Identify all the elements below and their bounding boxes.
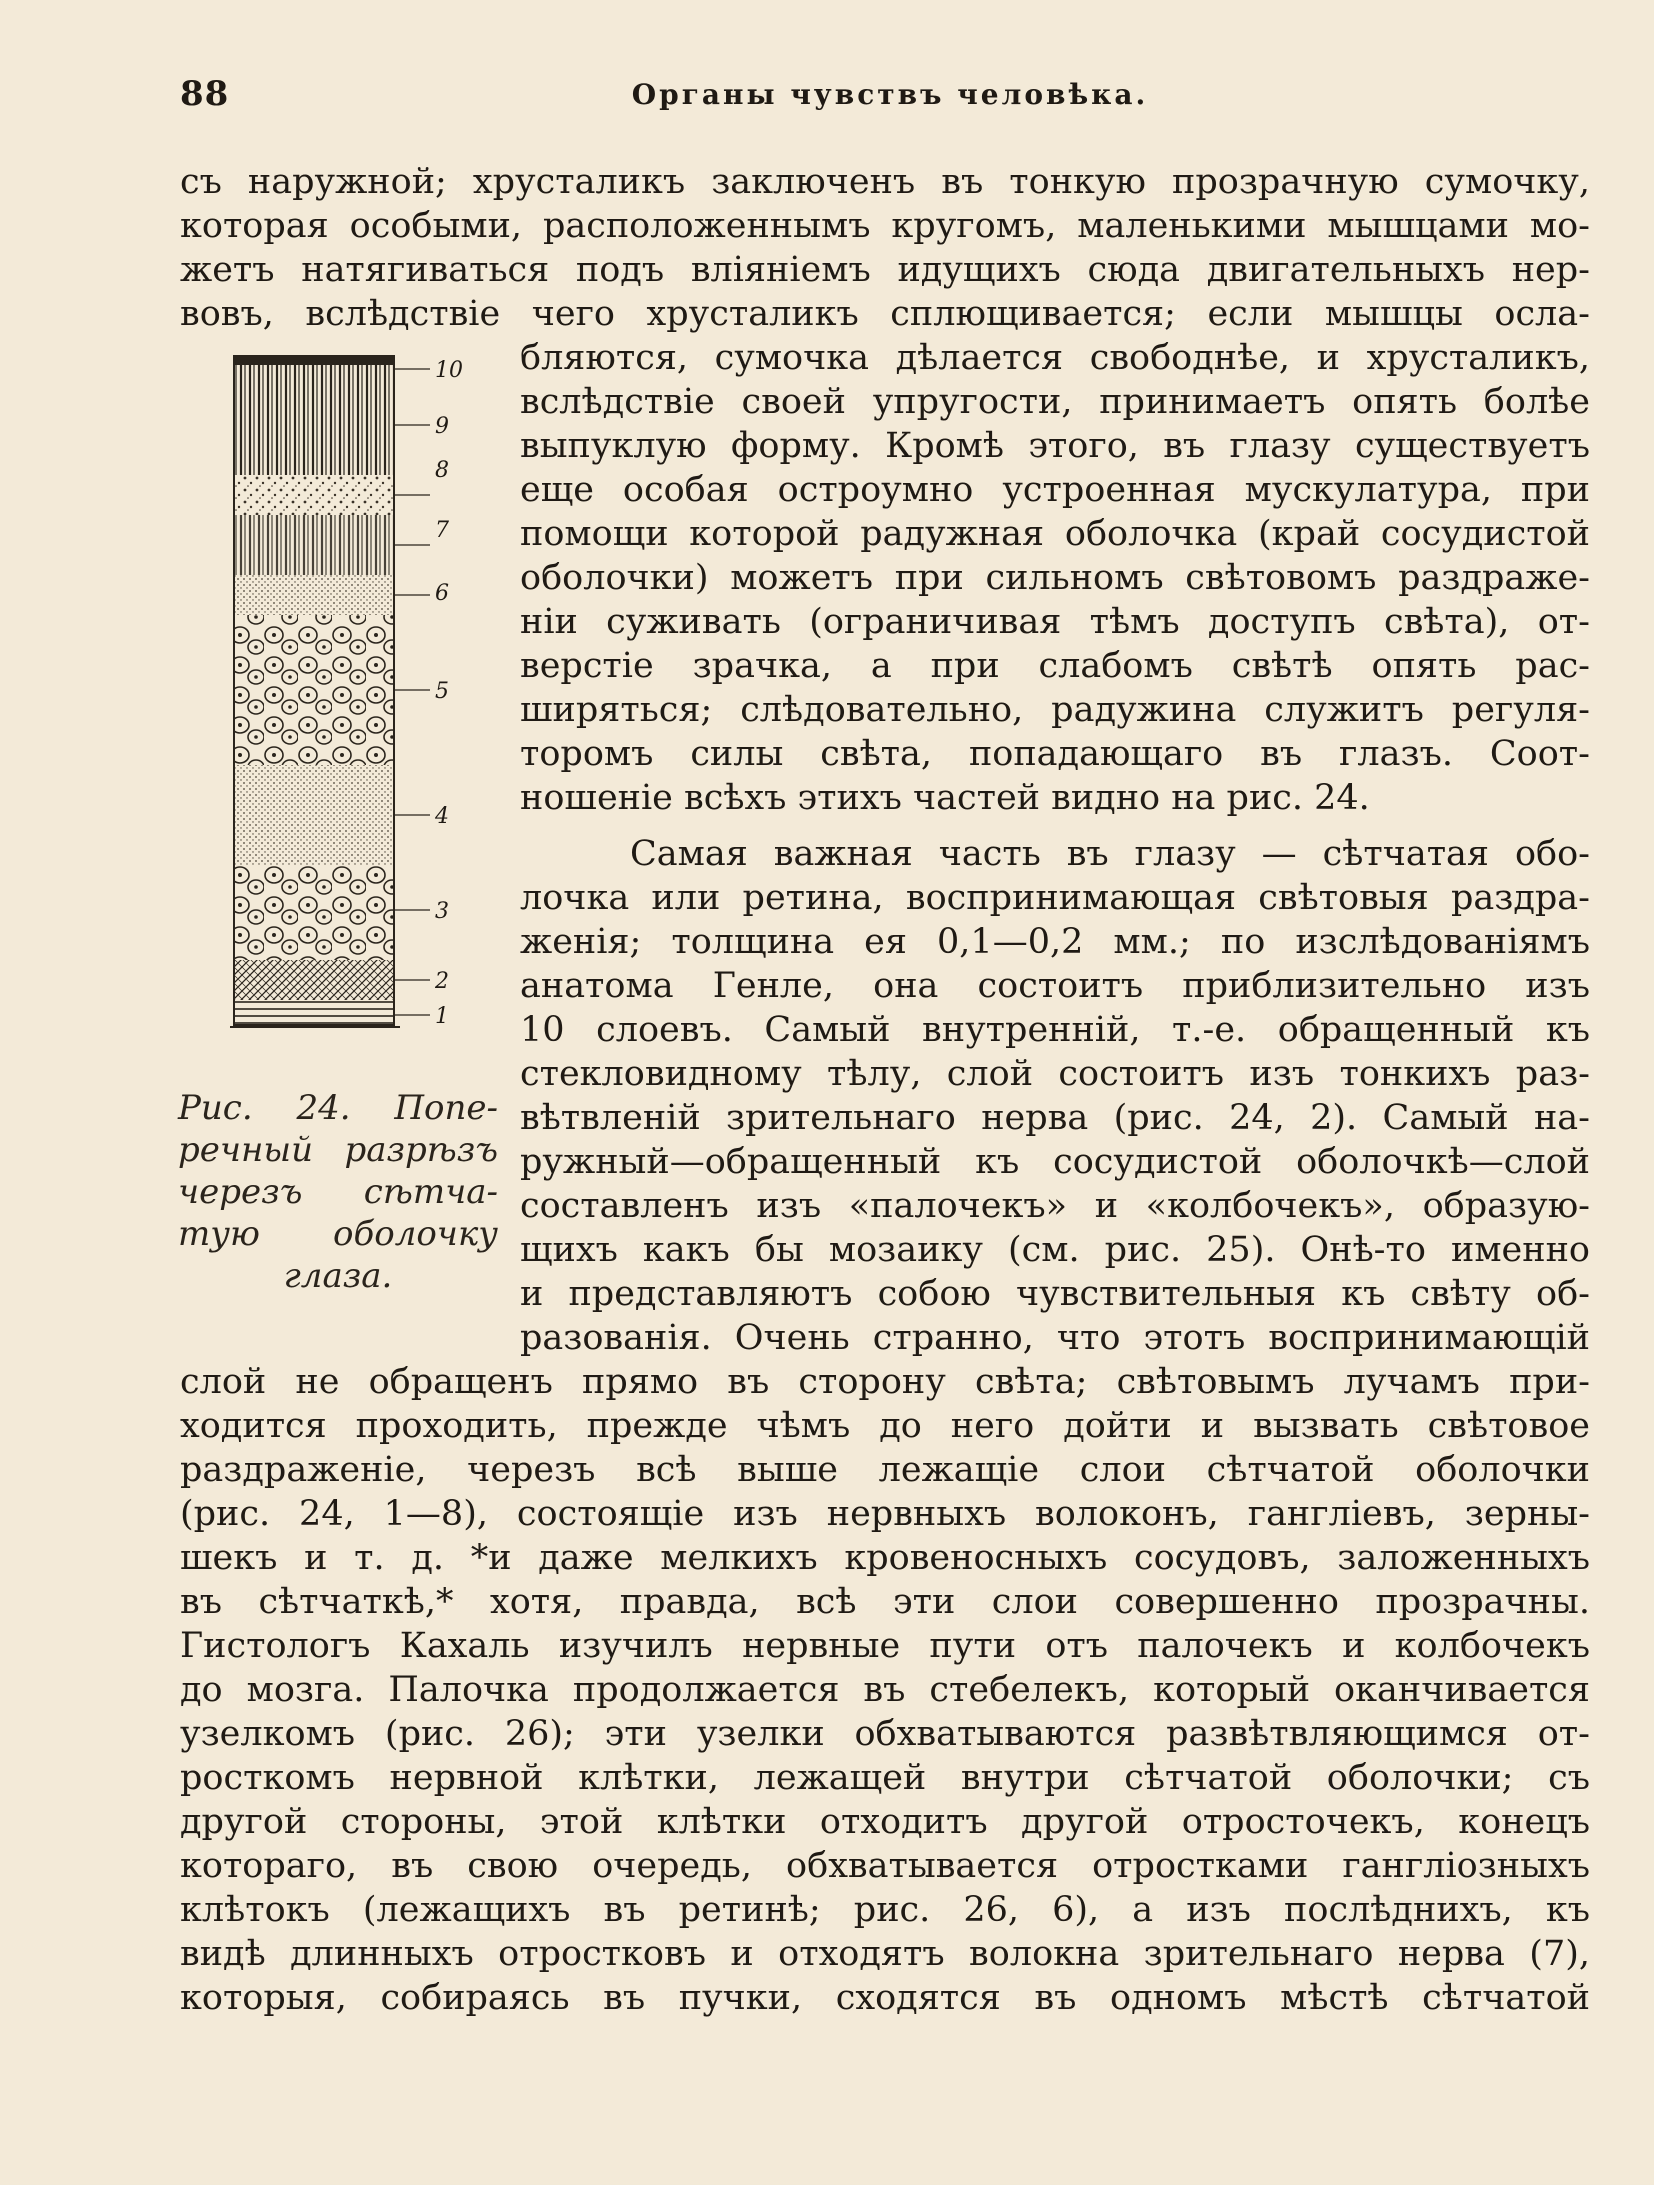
text-line: ружный—обращенный къ сосудистой оболочкѣ—слой bbox=[520, 1142, 1590, 1182]
retina-layer-4 bbox=[234, 765, 394, 865]
text-line: росткомъ нервной клѣтки, лежащей внутри сѣтчатой оболочки; съ bbox=[180, 1758, 1590, 1798]
text-line: ходится проходить, прежде чѣмъ до него дойти и вызвать свѣтовое bbox=[180, 1406, 1590, 1446]
text-line: шекъ и т. д. *и даже мелкихъ кровеносныхъ сосудовъ, заложенныхъ bbox=[180, 1538, 1590, 1578]
layer-label-6: 6 bbox=[435, 581, 449, 606]
text-line: котораго, въ свою очередь, обхватывается отростками гангліозныхъ bbox=[180, 1846, 1590, 1886]
retina-layer-10 bbox=[234, 355, 394, 365]
retina-cross-section-figure bbox=[230, 355, 480, 1045]
text-line: раздраженіе, черезъ всѣ выше лежащіе слои сѣтчатой оболочки bbox=[180, 1450, 1590, 1490]
text-line: видѣ длинныхъ отростковъ и отходятъ волокна зрительнаго нерва (7), bbox=[180, 1934, 1590, 1974]
layer-label-4: 4 bbox=[435, 804, 449, 829]
retina-illustration bbox=[230, 355, 480, 1045]
text-line: слой не обращенъ прямо въ сторону свѣта; свѣтовымъ лучамъ при- bbox=[180, 1362, 1590, 1402]
text-line: другой стороны, этой клѣтки отходитъ другой отросточекъ, конецъ bbox=[180, 1802, 1590, 1842]
text-line: оболочки) можетъ при сильномъ свѣтовомъ раздраже- bbox=[520, 558, 1590, 598]
layer-label-8: 8 bbox=[435, 458, 449, 483]
retina-layer-3 bbox=[234, 865, 394, 960]
text-line: составленъ изъ «палочекъ» и «колбочекъ», образую- bbox=[520, 1186, 1590, 1226]
text-line: 10 слоевъ. Самый внутренній, т.-е. обращенный къ bbox=[520, 1010, 1590, 1050]
text-line: Гистологъ Кахаль изучилъ нервные пути отъ палочекъ и колбочекъ bbox=[180, 1626, 1590, 1666]
text-line: узелкомъ (рис. 26); эти узелки обхватываются развѣтвляющимся от- bbox=[180, 1714, 1590, 1754]
running-title: Органы чувствъ человѣка. bbox=[631, 78, 1149, 111]
text-line: верстіе зрачка, а при слабомъ свѣтѣ опять рас- bbox=[520, 646, 1590, 686]
text-line: лочка или ретина, воспринимающая свѣтовыя раздра- bbox=[520, 878, 1590, 918]
text-line: въ сѣтчаткѣ,* хотя, правда, всѣ эти слои совершенно прозрачны. bbox=[180, 1582, 1590, 1622]
page-header bbox=[180, 74, 1600, 124]
layer-label-3: 3 bbox=[435, 899, 449, 924]
retina-layer-5 bbox=[234, 615, 394, 765]
figure-caption-line: глаза. bbox=[283, 1256, 393, 1296]
retina-layer-9 bbox=[234, 365, 394, 475]
retina-layer-7 bbox=[234, 515, 394, 575]
layer-label-7: 7 bbox=[435, 518, 449, 543]
text-line: ношеніе всѣхъ этихъ частей видно на рис. 24. bbox=[520, 778, 1370, 818]
retina-layer-8 bbox=[234, 475, 394, 515]
text-line: женія; толщина ея 0,1—0,2 мм.; по изслѣдованіямъ bbox=[520, 922, 1590, 962]
text-line: и представляютъ собою чувствительныя къ свѣту об- bbox=[520, 1274, 1590, 1314]
text-line: помощи которой радужная оболочка (край сосудистой bbox=[520, 514, 1590, 554]
page-number: 88 bbox=[180, 74, 230, 114]
layer-label-1: 1 bbox=[435, 1004, 449, 1029]
text-line: анатома Генле, она состоитъ приблизительно изъ bbox=[520, 966, 1590, 1006]
retina-layer-6 bbox=[234, 575, 394, 615]
layer-label-10: 10 bbox=[435, 358, 463, 383]
text-line: которыя, собираясь въ пучки, сходятся въ одномъ мѣстѣ сѣтчатой bbox=[180, 1978, 1590, 2018]
figure-caption-line: тую оболочку bbox=[178, 1214, 498, 1254]
text-line: до мозга. Палочка продолжается въ стебелекъ, который оканчивается bbox=[180, 1670, 1590, 1710]
text-line: которая особыми, расположеннымъ кругомъ, маленькими мышцами мо- bbox=[180, 206, 1590, 246]
text-line: (рис. 24, 1—8), состоящіе изъ нервныхъ волоконъ, гангліевъ, зерны- bbox=[180, 1494, 1590, 1534]
text-line: ніи суживать (ограничивая тѣмъ доступъ свѣта), от- bbox=[520, 602, 1590, 642]
text-line: разованія. Очень странно, что этотъ воспринимающій bbox=[520, 1318, 1590, 1358]
text-line: ширяться; слѣдовательно, радужина служитъ регуля- bbox=[520, 690, 1590, 730]
text-line: съ наружной; хрусталикъ заключенъ въ тонкую прозрачную сумочку, bbox=[180, 162, 1590, 202]
layer-label-9: 9 bbox=[435, 414, 449, 439]
layer-label-2: 2 bbox=[435, 969, 449, 994]
text-line: стекловидному тѣлу, слой состоитъ изъ тонкихъ раз- bbox=[520, 1054, 1590, 1094]
text-line: бляются, сумочка дѣлается свободнѣе, и хрусталикъ, bbox=[520, 338, 1590, 378]
layer-label-5: 5 bbox=[435, 679, 449, 704]
text-line: вѣтвленій зрительнаго нерва (рис. 24, 2). Самый на- bbox=[520, 1098, 1590, 1138]
text-line: еще особая остроумно устроенная мускулатура, при bbox=[520, 470, 1590, 510]
text-line: жетъ натягиваться подъ вліяніемъ идущихъ сюда двигательныхъ нер- bbox=[180, 250, 1590, 290]
figure-caption-line: речный разрѣзъ bbox=[178, 1130, 498, 1170]
figure-caption-line: черезъ сѣтча- bbox=[178, 1172, 498, 1212]
text-line: клѣтокъ (лежащихъ въ ретинѣ; рис. 26, 6), а изъ послѣднихъ, къ bbox=[180, 1890, 1590, 1930]
figure-caption-line: Рис. 24. Попе- bbox=[178, 1088, 498, 1128]
text-line: щихъ какъ бы мозаику (см. рис. 25). Онѣ-то именно bbox=[520, 1230, 1590, 1270]
text-line: Самая важная часть въ глазу — сѣтчатая обо- bbox=[630, 834, 1590, 874]
text-line: вовъ, вслѣдствіе чего хрусталикъ сплющивается; если мышцы осла- bbox=[180, 294, 1590, 334]
retina-layer-2 bbox=[234, 960, 394, 1000]
text-line: вслѣдствіе своей упругости, принимаетъ опять болѣе bbox=[520, 382, 1590, 422]
text-line: торомъ силы свѣта, попадающаго въ глазъ. Соот- bbox=[520, 734, 1590, 774]
retina-layer-1 bbox=[234, 1000, 394, 1025]
text-line: выпуклую форму. Кромѣ этого, въ глазу существуетъ bbox=[520, 426, 1590, 466]
